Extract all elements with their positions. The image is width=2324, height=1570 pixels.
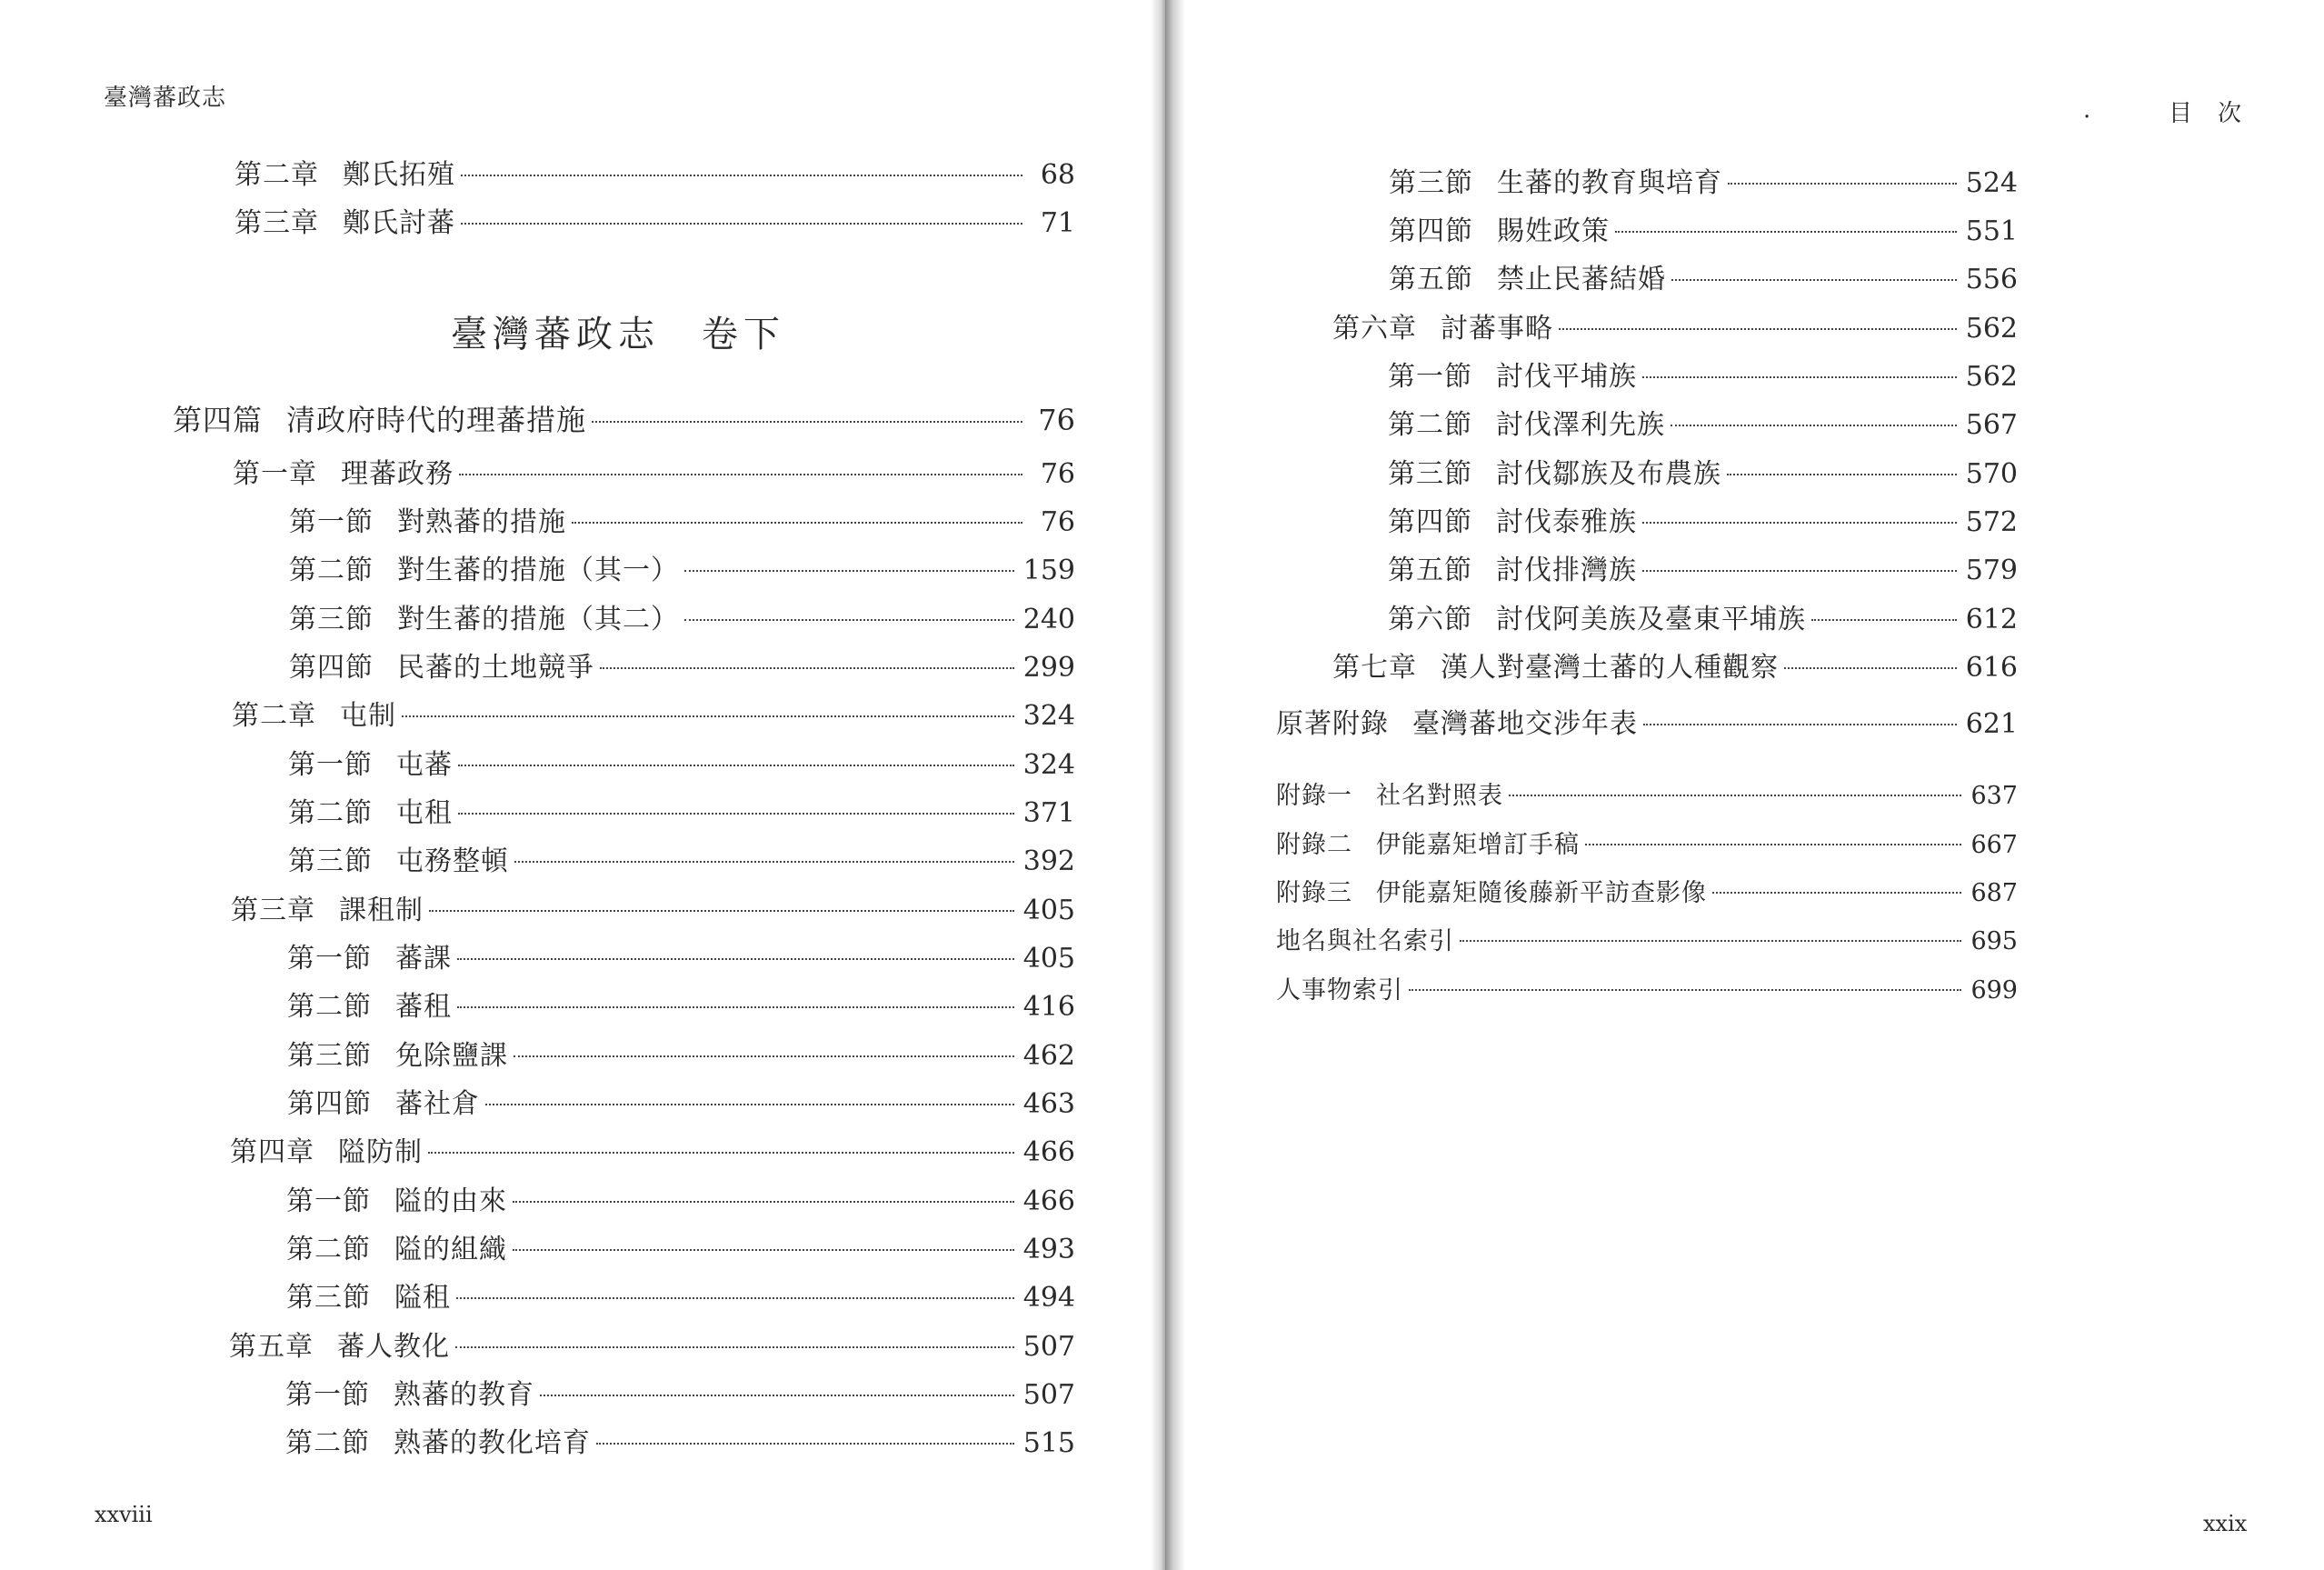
dot-leader bbox=[461, 223, 1022, 225]
entry-title: 課租制 bbox=[339, 895, 424, 926]
entry-page: 695 bbox=[1970, 927, 2018, 955]
toc-entry bbox=[234, 207, 1075, 240]
dot-leader bbox=[1642, 570, 1957, 572]
entry-label: 第一節 bbox=[1388, 361, 1472, 393]
dot-leader bbox=[1671, 279, 1957, 281]
dot-leader bbox=[1509, 795, 1961, 796]
entry-label: 第三節 bbox=[288, 845, 373, 877]
entry-page: 240 bbox=[1022, 604, 1075, 635]
entry-title: 隘的由來 bbox=[394, 1185, 507, 1217]
dot-leader bbox=[1727, 474, 1957, 475]
volume-heading: 臺灣蕃政志 卷下 bbox=[451, 314, 785, 355]
toc-part-entry bbox=[173, 404, 1075, 436]
dot-leader bbox=[600, 667, 1014, 669]
entry-title: 伊能嘉矩增訂手稿 bbox=[1376, 831, 1580, 859]
entry-label: 第二節 bbox=[287, 991, 372, 1023]
toc-section-entry bbox=[285, 1427, 1075, 1460]
entry-title: 賜姓政策 bbox=[1497, 215, 1610, 247]
entry-page: 616 bbox=[1965, 652, 2018, 684]
entry-title: 生蕃的教育與培育 bbox=[1497, 167, 1722, 199]
toc-entry bbox=[234, 159, 1075, 192]
entry-label: 第六節 bbox=[1388, 604, 1472, 635]
toc-section-entry bbox=[289, 604, 1075, 636]
entry-title: 屯務整頓 bbox=[396, 845, 509, 877]
entry-page: 507 bbox=[1022, 1331, 1075, 1363]
entry-label: 第二節 bbox=[1388, 409, 1472, 441]
entry-label: 第一節 bbox=[286, 1185, 371, 1217]
entry-title: 漢人對臺灣土蕃的人種觀察 bbox=[1441, 652, 1779, 684]
entry-label: 第一章 bbox=[233, 458, 317, 490]
toc-section-entry bbox=[286, 1282, 1075, 1315]
entry-label: 第七章 bbox=[1332, 652, 1417, 684]
entry-page: 570 bbox=[1965, 458, 2018, 490]
entry-title: 熟蕃的教育 bbox=[394, 1379, 534, 1411]
toc-index-entry bbox=[1276, 975, 2018, 1007]
entry-label: 附錄一 bbox=[1276, 782, 1352, 810]
dot-leader bbox=[1784, 667, 1957, 669]
entry-title: 鄭氏拓殖 bbox=[343, 159, 455, 191]
entry-page: 621 bbox=[1965, 708, 2018, 740]
toc-section-entry bbox=[288, 845, 1075, 878]
dot-leader bbox=[457, 958, 1014, 960]
entry-title: 屯蕃 bbox=[396, 749, 453, 781]
entry-label: 原著附錄 bbox=[1276, 708, 1389, 740]
entry-title: 人事物索引 bbox=[1276, 976, 1403, 1005]
entry-title: 討伐平埔族 bbox=[1496, 361, 1637, 393]
entry-page: 524 bbox=[1965, 167, 2018, 199]
entry-title: 討伐泰雅族 bbox=[1496, 506, 1637, 538]
toc-section-entry bbox=[1388, 555, 2018, 587]
dot-leader bbox=[684, 619, 1014, 621]
entry-title: 鄭氏討蕃 bbox=[343, 207, 455, 239]
dot-leader bbox=[592, 421, 1022, 423]
dot-leader bbox=[485, 1104, 1014, 1105]
dot-leader bbox=[1585, 844, 1961, 845]
entry-title: 社名對照表 bbox=[1376, 782, 1503, 810]
dot-leader bbox=[684, 570, 1014, 572]
entry-label: 第四篇 bbox=[173, 403, 264, 437]
entry-page: 515 bbox=[1022, 1427, 1075, 1459]
dot-leader bbox=[428, 1152, 1014, 1154]
entry-title: 隘的組織 bbox=[394, 1234, 507, 1265]
toc-appendix-entry bbox=[1276, 877, 2018, 910]
dot-leader bbox=[1460, 940, 1961, 942]
toc-section-entry bbox=[286, 1185, 1075, 1218]
toc-section-entry bbox=[287, 943, 1075, 975]
entry-page: 463 bbox=[1022, 1088, 1075, 1120]
entry-label: 第四節 bbox=[1388, 506, 1472, 538]
page-mark: · bbox=[2083, 104, 2091, 131]
toc-chapter-entry bbox=[1332, 652, 2018, 685]
entry-label: 第三章 bbox=[231, 895, 315, 926]
toc-chapter-entry bbox=[229, 1331, 1075, 1364]
entry-label: 第一節 bbox=[287, 943, 372, 975]
toc-part-entry bbox=[1276, 708, 2018, 741]
toc-section-entry bbox=[1388, 409, 2018, 442]
toc-section-entry bbox=[287, 1088, 1075, 1121]
dot-leader bbox=[540, 1395, 1014, 1396]
toc-section-entry bbox=[289, 506, 1075, 539]
entry-title: 對生蕃的措施（其二） bbox=[397, 604, 679, 635]
page-number: xxviii bbox=[95, 1502, 153, 1527]
entry-title: 討蕃事略 bbox=[1441, 313, 1553, 345]
entry-label: 第二節 bbox=[288, 797, 373, 829]
entry-label: 第二節 bbox=[285, 1427, 370, 1459]
dot-leader bbox=[1811, 619, 1957, 621]
entry-page: 466 bbox=[1022, 1185, 1075, 1217]
toc-section-entry bbox=[1389, 167, 2018, 200]
toc-chapter-entry bbox=[232, 700, 1075, 733]
entry-label: 附錄三 bbox=[1276, 879, 1352, 907]
running-head: 臺灣蕃政志 bbox=[104, 85, 227, 112]
entry-title: 蕃人教化 bbox=[337, 1331, 450, 1363]
dot-leader bbox=[1615, 231, 1957, 233]
entry-label: 第四節 bbox=[1389, 215, 1473, 247]
entry-page: 405 bbox=[1022, 895, 1075, 926]
entry-page: 699 bbox=[1970, 976, 2018, 1005]
entry-title: 屯租 bbox=[396, 797, 453, 829]
dot-leader bbox=[456, 1297, 1014, 1299]
running-head: 目 次 bbox=[2169, 100, 2243, 127]
dot-leader bbox=[514, 861, 1014, 863]
dot-leader bbox=[514, 1055, 1014, 1057]
dot-leader bbox=[1643, 724, 1957, 725]
dot-leader bbox=[1559, 328, 1957, 330]
toc-section-entry bbox=[285, 1379, 1075, 1412]
entry-label: 第三節 bbox=[286, 1282, 371, 1314]
entry-title: 蕃租 bbox=[395, 991, 452, 1023]
entry-title: 伊能嘉矩隨後藤新平訪查影像 bbox=[1376, 879, 1707, 907]
entry-page: 507 bbox=[1022, 1379, 1075, 1411]
entry-label: 第四章 bbox=[230, 1136, 314, 1168]
entry-page: 299 bbox=[1022, 652, 1075, 684]
dot-leader bbox=[1728, 183, 1957, 185]
entry-title: 討伐排灣族 bbox=[1496, 555, 1637, 586]
dot-leader bbox=[458, 765, 1014, 766]
entry-page: 466 bbox=[1022, 1136, 1075, 1168]
dot-leader bbox=[461, 175, 1022, 176]
entry-label: 第一節 bbox=[289, 506, 374, 538]
entry-label: 第五章 bbox=[229, 1331, 314, 1363]
page-number: xxix bbox=[2203, 1511, 2248, 1536]
entry-page: 579 bbox=[1965, 555, 2018, 586]
dot-leader bbox=[572, 522, 1022, 524]
toc-section-entry bbox=[1388, 604, 2018, 636]
entry-page: 416 bbox=[1022, 991, 1075, 1023]
entry-page: 324 bbox=[1022, 749, 1075, 781]
entry-label: 附錄二 bbox=[1276, 831, 1352, 859]
entry-title: 對生蕃的措施（其一） bbox=[397, 555, 679, 586]
gutter-shadow bbox=[1165, 0, 1185, 1570]
entry-page: 76 bbox=[1040, 506, 1075, 538]
toc-section-entry bbox=[288, 749, 1075, 782]
entry-title: 清政府時代的理蕃措施 bbox=[286, 403, 587, 437]
entry-page: 562 bbox=[1965, 313, 2018, 345]
toc-section-entry bbox=[286, 1234, 1075, 1266]
entry-label: 第三節 bbox=[1388, 458, 1472, 490]
entry-label: 第三節 bbox=[287, 1040, 372, 1072]
entry-label: 第二節 bbox=[289, 555, 374, 586]
entry-title: 屯制 bbox=[340, 700, 396, 732]
entry-label: 第二章 bbox=[234, 159, 319, 191]
entry-page: 687 bbox=[1970, 879, 2018, 907]
toc-appendix-entry bbox=[1276, 829, 2018, 862]
entry-page: 462 bbox=[1022, 1040, 1075, 1072]
entry-title: 隘租 bbox=[394, 1282, 451, 1314]
toc-section-entry bbox=[289, 555, 1075, 587]
entry-page: 405 bbox=[1022, 943, 1075, 975]
entry-title: 討伐鄒族及布農族 bbox=[1496, 458, 1721, 490]
toc-section-entry bbox=[1389, 215, 2018, 248]
entry-label: 第一節 bbox=[288, 749, 373, 781]
toc-chapter-entry bbox=[1332, 313, 2018, 345]
dot-leader bbox=[457, 1006, 1014, 1008]
dot-leader bbox=[596, 1443, 1014, 1445]
right-page bbox=[1165, 0, 2324, 1570]
entry-page: 572 bbox=[1965, 506, 2018, 538]
dot-leader bbox=[513, 1201, 1014, 1203]
toc-appendix-entry bbox=[1276, 780, 2018, 813]
entry-title: 理蕃政務 bbox=[341, 458, 454, 490]
dot-leader bbox=[402, 715, 1014, 717]
toc-section-entry bbox=[289, 652, 1075, 685]
toc-section-entry bbox=[287, 991, 1075, 1024]
entry-page: 76 bbox=[1038, 403, 1075, 437]
entry-page: 667 bbox=[1970, 831, 2018, 859]
entry-title: 蕃社倉 bbox=[395, 1088, 480, 1120]
entry-label: 第五節 bbox=[1388, 555, 1472, 586]
dot-leader bbox=[458, 813, 1014, 815]
toc-section-entry bbox=[1388, 506, 2018, 539]
entry-label: 第六章 bbox=[1332, 313, 1417, 345]
entry-page: 371 bbox=[1022, 797, 1075, 829]
dot-leader bbox=[1409, 989, 1961, 991]
entry-page: 567 bbox=[1965, 409, 2018, 441]
entry-page: 556 bbox=[1965, 264, 2018, 295]
entry-title: 地名與社名索引 bbox=[1276, 927, 1454, 955]
entry-title: 民蕃的土地競爭 bbox=[397, 652, 594, 684]
entry-title: 討伐澤利先族 bbox=[1496, 409, 1665, 441]
dot-leader bbox=[1671, 425, 1957, 426]
entry-page: 637 bbox=[1970, 782, 2018, 810]
entry-label: 第二節 bbox=[286, 1234, 371, 1265]
entry-page: 551 bbox=[1965, 215, 2018, 247]
toc-index-entry bbox=[1276, 925, 2018, 958]
entry-title: 熟蕃的教化培育 bbox=[394, 1427, 591, 1459]
entry-label: 第二章 bbox=[232, 700, 316, 732]
entry-label: 第三節 bbox=[289, 604, 374, 635]
entry-label: 第五節 bbox=[1389, 264, 1473, 295]
entry-label: 第三節 bbox=[1389, 167, 1473, 199]
entry-page: 493 bbox=[1022, 1234, 1075, 1265]
toc-section-entry bbox=[1388, 458, 2018, 491]
dot-leader bbox=[1712, 892, 1961, 894]
entry-label: 第三章 bbox=[234, 207, 319, 239]
toc-section-entry bbox=[1389, 264, 2018, 296]
dot-leader bbox=[1642, 376, 1957, 378]
entry-title: 討伐阿美族及臺東平埔族 bbox=[1496, 604, 1806, 635]
toc-chapter-entry bbox=[231, 895, 1075, 927]
entry-title: 臺灣蕃地交涉年表 bbox=[1412, 708, 1638, 740]
entry-page: 562 bbox=[1965, 361, 2018, 393]
entry-title: 對熟蕃的措施 bbox=[397, 506, 566, 538]
toc-chapter-entry bbox=[233, 458, 1075, 491]
dot-leader bbox=[513, 1249, 1014, 1251]
entry-title: 免除鹽課 bbox=[395, 1040, 508, 1072]
toc-section-entry bbox=[287, 1040, 1075, 1073]
dot-leader bbox=[429, 910, 1014, 912]
entry-label: 第四節 bbox=[287, 1088, 372, 1120]
entry-title: 蕃課 bbox=[395, 943, 452, 975]
entry-page: 71 bbox=[1040, 207, 1075, 239]
gutter-shadow bbox=[1151, 0, 1165, 1570]
toc-section-entry bbox=[288, 797, 1075, 830]
toc-chapter-entry bbox=[230, 1136, 1075, 1169]
entry-page: 68 bbox=[1040, 159, 1075, 191]
dot-leader bbox=[1642, 522, 1957, 524]
entry-title: 禁止民蕃結婚 bbox=[1497, 264, 1666, 295]
dot-leader bbox=[455, 1346, 1014, 1348]
entry-page: 494 bbox=[1022, 1282, 1075, 1314]
entry-label: 第四節 bbox=[289, 652, 374, 684]
toc-section-entry bbox=[1388, 361, 2018, 394]
entry-page: 612 bbox=[1965, 604, 2018, 635]
entry-title: 隘防制 bbox=[338, 1136, 423, 1168]
entry-page: 159 bbox=[1022, 555, 1075, 586]
entry-page: 324 bbox=[1022, 700, 1075, 732]
dot-leader bbox=[459, 474, 1022, 475]
entry-page: 76 bbox=[1040, 458, 1075, 490]
entry-page: 392 bbox=[1022, 845, 1075, 877]
entry-label: 第一節 bbox=[285, 1379, 370, 1411]
